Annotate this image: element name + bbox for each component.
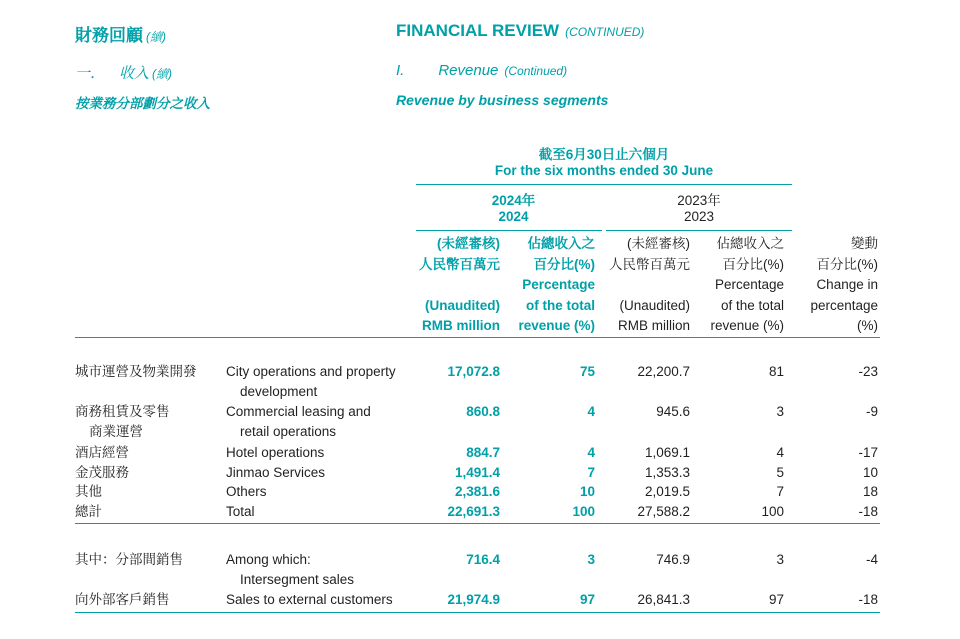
value-2024: 2,381.6	[454, 484, 500, 499]
change-pct: -18	[858, 592, 878, 607]
value-2024: 17,072.8	[447, 364, 500, 379]
value-2023: 22,200.7	[637, 364, 690, 379]
pct-2024: 3	[587, 552, 595, 567]
en-title-suffix: (CONTINUED)	[565, 25, 645, 39]
value-2024: 884.7	[466, 445, 500, 460]
en-subtitle: Revenue by business segments	[396, 92, 609, 108]
change-pct: -23	[858, 364, 878, 379]
value-2023: 2,019.5	[644, 484, 690, 499]
zh-section-suffix: (續)	[152, 67, 173, 81]
en-section-title: Revenue	[438, 62, 499, 79]
change-pct: -18	[858, 504, 878, 519]
pct-2023: 97	[768, 592, 784, 607]
row-label-zh: 商務租賃及零售	[75, 404, 170, 419]
change-pct: -17	[858, 445, 878, 460]
col-header-2024-amount: (未經審核) 人民幣百萬元 (Unaudited) RMB million	[419, 236, 500, 333]
pct-2024: 4	[587, 445, 595, 460]
row-label-zh: 向外部客戶銷售	[75, 592, 170, 607]
en-section-suffix: (Continued)	[504, 64, 568, 78]
pct-2024: 4	[587, 404, 595, 419]
change-pct: 18	[862, 484, 878, 499]
row-label-zh: 酒店經營	[75, 445, 129, 460]
period-en: For the six months ended 30 June	[494, 163, 714, 178]
year-2024-zh: 2024年	[491, 193, 536, 208]
row-label-zh: 總計	[75, 504, 102, 519]
pct-2024: 100	[572, 504, 595, 519]
value-2023: 1,353.3	[644, 465, 690, 480]
value-2023: 27,588.2	[637, 504, 690, 519]
total-rule	[75, 523, 880, 524]
row-label-zh: 城市運營及物業開發	[75, 364, 197, 379]
period-rule	[416, 184, 792, 185]
pct-2023: 100	[761, 504, 784, 519]
value-2024: 21,974.9	[447, 592, 500, 607]
value-2023: 746.9	[656, 552, 690, 567]
pct-2023: 81	[768, 364, 784, 379]
year-2023-rule	[606, 230, 792, 231]
pct-2024: 75	[579, 364, 595, 379]
year-2024-rule	[416, 230, 602, 231]
en-section-number: I.	[396, 62, 405, 79]
row-label-en: Total	[226, 504, 255, 519]
value-2024: 22,691.3	[447, 504, 500, 519]
change-pct: -4	[865, 552, 878, 567]
row-label-en: Jinmao Services	[226, 465, 326, 480]
value-2024: 716.4	[466, 552, 500, 567]
year-2023-zh: 2023年	[677, 193, 721, 208]
row-label-en: Hotel operations	[226, 445, 325, 460]
change-pct: 10	[862, 465, 878, 480]
row-label-zh: 其中：分部間銷售	[75, 552, 183, 567]
en-title-text: FINANCIAL REVIEW	[396, 21, 560, 40]
pct-2024: 10	[579, 484, 595, 499]
zh-section-number: 一．	[75, 65, 106, 82]
col-header-2023-pct: 佔總收入之 百分比(%) Percentage of the total revenue (%)	[710, 236, 784, 333]
row-label-zh: 金茂服務	[75, 465, 129, 480]
pct-2024: 7	[587, 465, 595, 480]
en-section-heading	[396, 62, 567, 79]
en-page-title	[396, 21, 644, 41]
zh-section-title: 收入	[119, 65, 150, 82]
pct-2023: 7	[776, 484, 784, 499]
row-label-zh: 其他	[75, 484, 102, 499]
value-2024: 860.8	[466, 404, 500, 419]
pct-2023: 3	[776, 404, 784, 419]
row-label-en: Others	[226, 484, 267, 499]
pct-2023: 4	[776, 445, 784, 460]
header-bottom-rule	[75, 337, 880, 338]
row-label-en: retail operations	[240, 424, 337, 439]
row-label-en: Among which:	[226, 552, 311, 567]
zh-section-heading	[75, 62, 172, 83]
row-label-zh: 商業運營	[89, 424, 143, 439]
row-label-en: development	[240, 384, 318, 399]
pct-2024: 97	[579, 592, 595, 607]
value-2023: 945.6	[656, 404, 690, 419]
col-header-2024-pct: 佔總收入之 百分比(%) Percentage of the total revenue (%)	[518, 236, 595, 333]
value-2023: 1,069.1	[644, 445, 690, 460]
zh-title-text: 財務回顧	[75, 26, 143, 45]
year-2023: 2023	[683, 209, 715, 224]
col-header-2023-amount: (未經審核) 人民幣百萬元 (Unaudited) RMB million	[609, 236, 690, 333]
row-label-en: Commercial leasing and	[226, 404, 371, 419]
row-label-en: Intersegment sales	[240, 572, 355, 587]
zh-title-suffix: (續)	[146, 30, 166, 44]
zh-subtitle: 按業務分部劃分之收入	[75, 96, 210, 111]
value-2023: 26,841.3	[637, 592, 690, 607]
col-header-change: 變動 百分比(%) Change in percentage (%)	[810, 236, 878, 333]
zh-page-title	[75, 21, 166, 46]
change-pct: -9	[865, 404, 878, 419]
pct-2023: 5	[776, 465, 784, 480]
year-2024: 2024	[498, 209, 529, 224]
table-bottom-rule	[75, 612, 880, 613]
row-label-en: City operations and property	[226, 364, 396, 379]
row-label-en: Sales to external customers	[226, 592, 393, 607]
value-2024: 1,491.4	[454, 465, 500, 480]
pct-2023: 3	[776, 552, 784, 567]
period-zh: 截至6月30日止六個月	[538, 147, 670, 162]
